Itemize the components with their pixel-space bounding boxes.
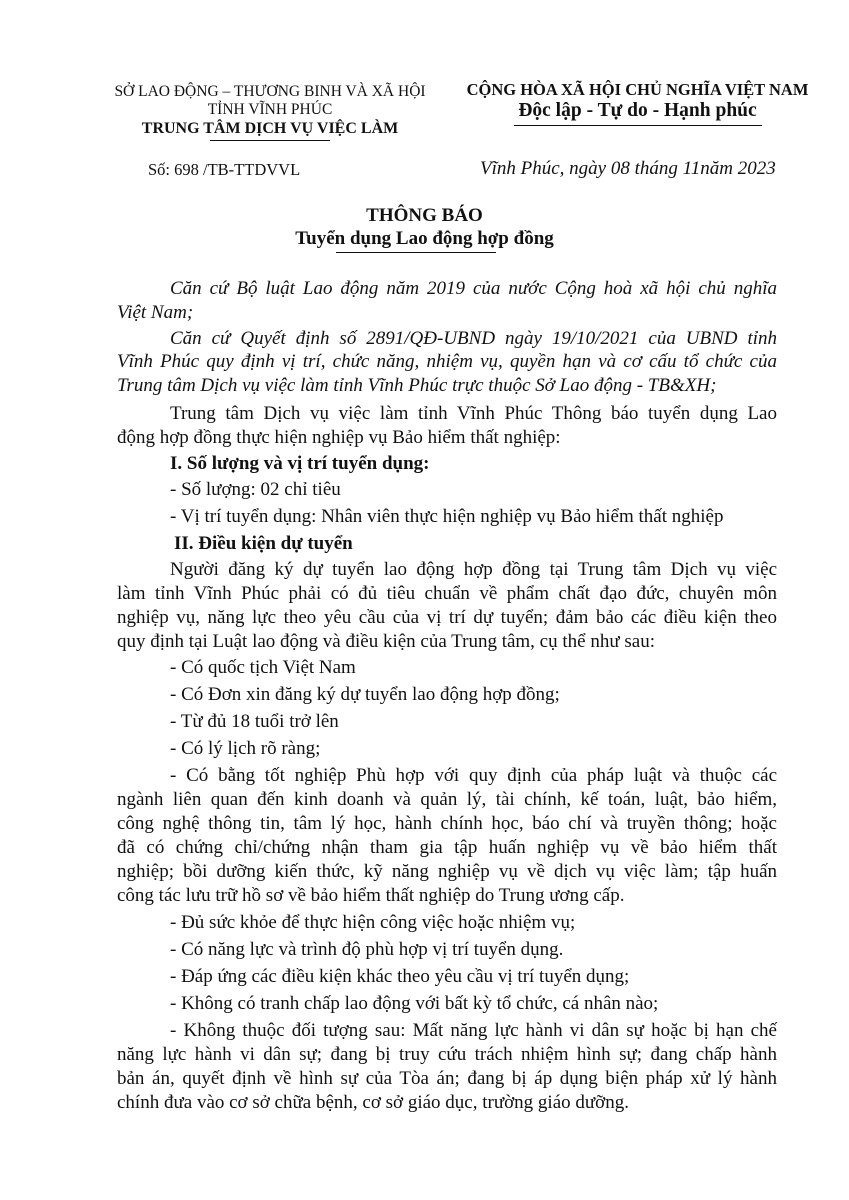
condition-application: - Có Đơn xin đăng ký dự tuyển lao động hợp đồng; [170,684,560,705]
condition-competence: - Có năng lực và trình độ phù hợp vị trí tuyển dụng. [170,939,564,960]
condition-exclusion-line-4: chính đưa vào cơ sở chữa bệnh, cơ sở giáo dục, trường giáo dưỡng. [117,1092,629,1113]
section-1-item-1: - Số lượng: 02 chỉ tiêu [170,479,341,500]
condition-health: - Đủ sức khỏe để thực hiện công việc hoặc nhiệm vụ; [170,912,576,933]
condition-degree-line-4: đã có chứng chỉ/chứng nhận tham gia tập huấn nghiệp vụ về bảo hiểm thất [117,837,777,858]
condition-age: - Từ đủ 18 tuổi trở lên [170,711,339,732]
condition-degree-line-6: công tác lưu trữ hồ sơ về bảo hiểm thất nghiệp do Trung ương cấp. [117,885,625,906]
condition-no-dispute: - Không có tranh chấp lao động với bất kỳ tổ chức, cá nhân nào; [170,993,659,1014]
agency-province: TỈNH VĨNH PHÚC [207,101,333,118]
basis-2-line-1: Căn cứ Quyết định số 2891/QĐ-UBND ngày 19/10/2021 của UBND tỉnh [170,328,777,349]
document-number: Số: 698 /TB-TTDVVL [148,160,301,179]
condition-degree-line-3: công nghệ thông tin, tâm lý học, hành chính học, báo chí và truyền thông; hoặc [117,813,777,834]
agency-parent: SỞ LAO ĐỘNG – THƯƠNG BINH VÀ XÃ HỘI [114,83,426,100]
condition-degree-line-1: - Có bằng tốt nghiệp Phù hợp với quy định của pháp luật và thuộc các [170,765,777,786]
condition-exclusion-line-1: - Không thuộc đối tượng sau: Mất năng lực hành vi dân sự hoặc bị hạn chế [170,1020,777,1041]
place-date: Vĩnh Phúc, ngày 08 tháng 11năm 2023 [480,158,776,179]
intro-line-2: động hợp đồng thực hiện nghiệp vụ Bảo hiểm thất nghiệp: [117,427,561,448]
basis-1-line-1: Căn cứ Bộ luật Lao động năm 2019 của nước Cộng hoà xã hội chủ nghĩa [170,278,777,299]
intro-line-1: Trung tâm Dịch vụ việc làm tỉnh Vĩnh Phúc Thông báo tuyển dụng Lao [170,403,777,424]
agency-name: TRUNG TÂM DỊCH VỤ VIỆC LÀM [141,120,399,137]
section-2-heading: II. Điều kiện dự tuyển [174,533,353,554]
agency-underline [210,140,330,141]
section-2-intro-line-1: Người đăng ký dự tuyển lao động hợp đồng tại Trung tâm Dịch vụ việc [170,559,777,580]
section-2-intro-line-2: làm tỉnh Vĩnh Phúc phải có đủ tiêu chuẩn về phẩm chất đạo đức, chuyên môn [117,583,777,604]
basis-1-line-2: Việt Nam; [117,302,194,323]
condition-degree-line-2: ngành liên quan đến kinh doanh và quản lý, tài chính, kế toán, luật, bảo hiểm, [117,789,777,810]
section-2-intro-line-4: quy định tại Luật lao động và điều kiện của Trung tâm, cụ thể như sau: [117,631,655,652]
basis-2-line-3: Trung tâm Dịch vụ việc làm tỉnh Vĩnh Phúc trực thuộc Sở Lao động - TB&XH; [117,375,717,396]
condition-other: - Đáp ứng các điều kiện khác theo yêu cầu vị trí tuyển dụng; [170,966,630,987]
country-name: CỘNG HÒA XÃ HỘI CHỦ NGHĨA VIỆT NAM [466,80,809,99]
condition-exclusion-line-2: năng lực hành vi dân sự; đang bị truy cứu trách nhiệm hình sự; đang chấp hành [117,1044,777,1065]
section-1-item-2: - Vị trí tuyển dụng: Nhân viên thực hiện nghiệp vụ Bảo hiểm thất nghiệp [170,506,724,527]
title-underline [336,252,496,253]
condition-nationality: - Có quốc tịch Việt Nam [170,657,356,678]
condition-background: - Có lý lịch rõ ràng; [170,738,321,759]
document-subtitle: Tuyển dụng Lao động hợp đồng [295,228,554,249]
section-1-heading: I. Số lượng và vị trí tuyển dụng: [170,453,430,474]
motto: Độc lập - Tự do - Hạnh phúc [518,100,757,121]
basis-2-line-2: Vĩnh Phúc quy định vị trí, chức năng, nhiệm vụ, quyền hạn và cơ cấu tổ chức của [117,351,777,372]
motto-underline [514,125,762,126]
section-2-intro-line-3: nghiệp vụ, năng lực theo yêu cầu của vị trí dự tuyển; đảm bảo các điều kiện theo [117,607,777,628]
condition-degree-line-5: nghiệp; bồi dưỡng kiến thức, kỹ năng nghiệp vụ về dịch vụ việc làm; tập huấn [117,861,777,882]
condition-exclusion-line-3: bản án, quyết định về hình sự của Tòa án; đang bị áp dụng biện pháp xử lý hành [117,1068,777,1089]
document-title: THÔNG BÁO [366,205,483,226]
